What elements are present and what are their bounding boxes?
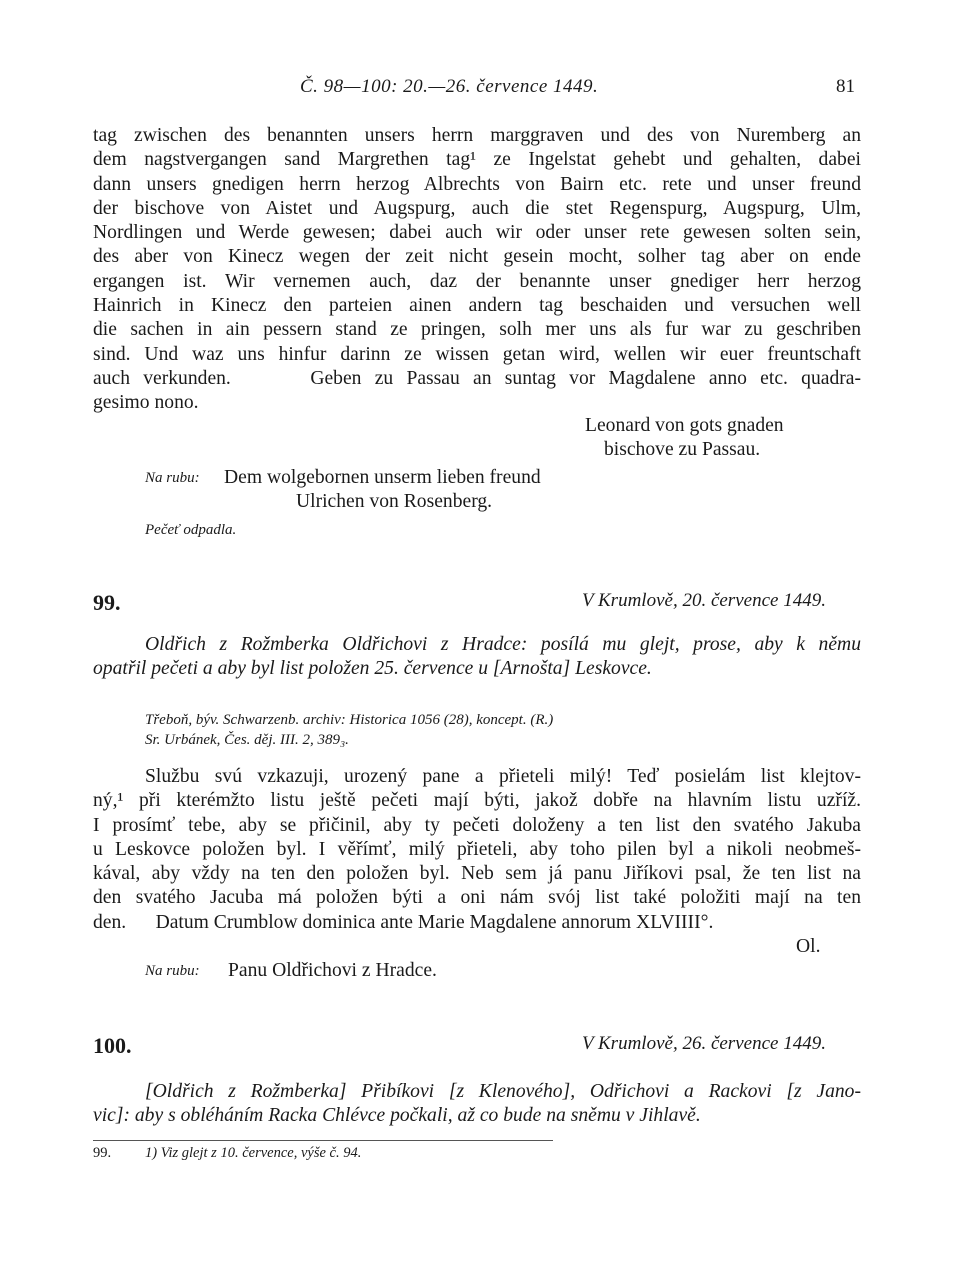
regest [93, 633, 861, 682]
na-rubu-label: Na rubu: [145, 470, 200, 486]
signature-line: Leonard von gots gnaden [585, 415, 784, 436]
text-line: ný,¹ při kterémžto listu ještě pečeti mají býti, jakož dobře na hlavním listu uzříž. [93, 790, 861, 812]
text-line: Hainrich in Kinecz den parteien ainen andern tag beschaiden und versuchen well [93, 295, 861, 317]
address-line: Ulrichen von Rosenberg. [296, 491, 493, 512]
text-line: der bischove von Aistet und Augspurg, auch die stet Regenspurg, Augspurg, Ulm, [93, 197, 861, 219]
source-note: Třeboň, býv. Schwarzenb. archiv: Historica 1056 (28), koncept. (R.) [145, 712, 554, 728]
signature-line: bischove zu Passau. [604, 439, 761, 460]
address-line: Dem wolgebornen unserm lieben freund [224, 467, 541, 488]
text-line: kával, aby vždy na ten den položen byl. Neb sem já panu Jiříkovi psal, že ten list na [93, 863, 861, 885]
text-line: die sachen in ain pessern stand ze pringen, solh mer uns als fur war zu geschriben [93, 319, 861, 341]
text-line: auch verkunden. Geben zu Passau an suntag vor Magdalene anno etc. quadra- [93, 367, 861, 389]
text-line: u Leskovce položen byl. I věřímť, milý přieteli, aby toho pilen byl a nikoli neobmeš- [93, 838, 861, 860]
regest-line: Oldřich z Rožmberka Oldřichovi z Hradce: posílá mu glejt, prose, aby k němu [145, 634, 861, 655]
doc98-text [93, 124, 861, 416]
source-note: Sr. Urbánek, Čes. děj. III. 2, 389₃. [145, 732, 349, 748]
text-line: Službu svú vzkazuji, urozený pane a přieteli milý! Teď posielám list klejtov- [145, 766, 861, 787]
document-number: 100. [93, 1033, 132, 1058]
address-line: Panu Oldřichovi z Hradce. [228, 960, 437, 981]
signature: Ol. [796, 936, 821, 957]
regest-line: opatřil pečeti a aby byl list položen 25. července u [Arnošta] Leskovce. [93, 658, 652, 680]
text-line: I prosímť tebe, aby se přičinil, aby ty pečeti doloženy a ten list den svatého Jakuba [93, 814, 861, 836]
text-line: des aber von Kinecz wegen der zeit nicht gesein mocht, solher tag aber on ende [93, 246, 861, 268]
text-line: den. Datum Crumblow dominica ante Marie Magdalene annorum XLVIIII°. [93, 911, 714, 933]
text-line: ergangen ist. Wir vernemen auch, daz der benannte unser gnediger herr herzog [93, 270, 861, 292]
regest-line: vic]: aby s obléháním Racka Chlévce počkali, až co bude na sněmu v Jihlavě. [93, 1105, 701, 1127]
seal-note: Pečeť odpadla. [145, 522, 237, 538]
text-line: Nordlingen und Werde gewesen; dabei auch wir oder unser rete gewesen solten sein, [93, 222, 861, 244]
page-number: 81 [836, 76, 855, 97]
footnote-text: 1) Viz glejt z 10. července, výše č. 94. [145, 1145, 362, 1161]
place-date: V Krumlově, 20. července 1449. [582, 590, 826, 611]
text-line: dem nagstvergangen sand Margrethen tag¹ ze Ingelstat gehebt und gehalten, dabei [93, 149, 861, 171]
doc99-text [93, 765, 861, 935]
text-line: gesimo nono. [93, 392, 199, 414]
regest-line: [Oldřich z Rožmberka] Přibíkovi [z Klenového], Odřichovi a Rackovi [z Jano- [145, 1081, 861, 1102]
text-line: dann unsers gnedigen herrn herzog Albrechts von Bairn etc. rete und unser freund [93, 173, 861, 195]
na-rubu-label: Na rubu: [145, 963, 200, 979]
footnote-ref: 99. [93, 1145, 112, 1161]
footnote-rule [93, 1140, 553, 1141]
text-line: sind. Und waz uns hinfur darinn ze wissen getan wird, wellen wir euer freuntschaft [93, 343, 861, 365]
text-line: den svatého Jacuba má položen býti a oni nám svój list také položiti mají na ten [93, 887, 861, 909]
regest [93, 1080, 861, 1129]
place-date: V Krumlově, 26. července 1449. [582, 1033, 826, 1054]
document-number: 99. [93, 590, 121, 615]
running-title: Č. 98—100: 20.—26. července 1449. [300, 76, 599, 97]
text-line: tag zwischen des benannten unsers herrn marggraven und des von Nuremberg an [93, 125, 861, 146]
